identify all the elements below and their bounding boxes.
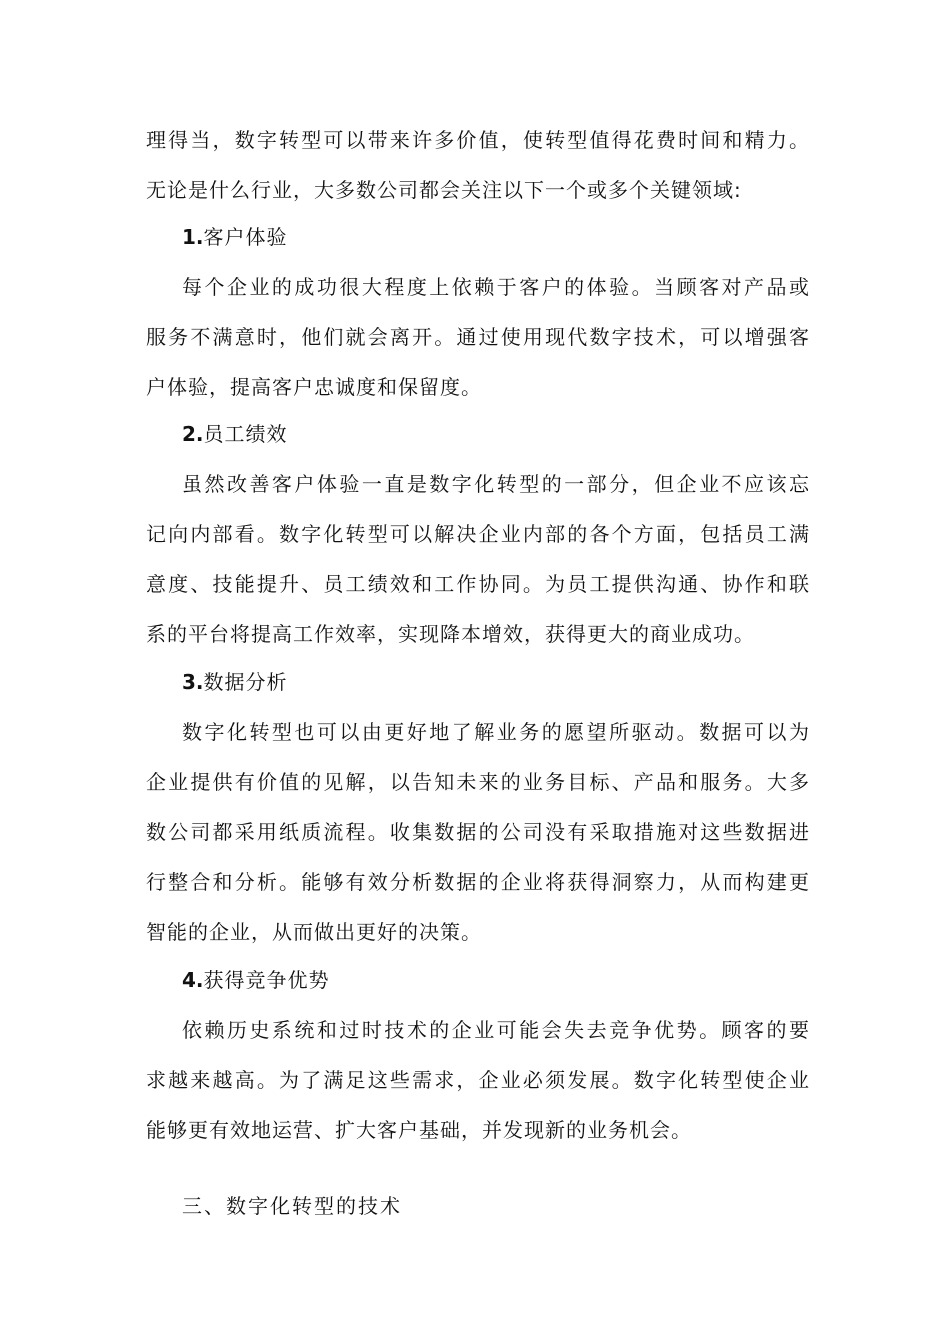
- section-heading-4: [182, 964, 330, 996]
- section-title: 获得竞争优势: [203, 968, 330, 992]
- section-number: 3.: [182, 670, 204, 694]
- intro-line-1: 理得当，数字转型可以带来许多价值，使转型值得花费时间和精力。: [146, 128, 810, 152]
- paragraph-line: 每个企业的成功很大程度上依赖于客户的体验。当顾客对产品或: [182, 275, 810, 299]
- paragraph-line: 能够更有效地运营、扩大客户基础，并发现新的业务机会。: [146, 1118, 692, 1142]
- section-number: 4.: [182, 968, 204, 992]
- paragraph-line: 求越来越高。为了满足这些需求，企业必须发展。数字化转型使企业: [146, 1068, 810, 1092]
- section-title: 客户体验: [203, 225, 288, 249]
- paragraph-line: 户体验，提高客户忠诚度和保留度。: [146, 375, 482, 399]
- paragraph-line: 依赖历史系统和过时技术的企业可能会失去竞争优势。顾客的要: [182, 1018, 810, 1042]
- section-heading-3: [182, 666, 288, 698]
- section-title: 员工绩效: [203, 422, 288, 446]
- paragraph-line: 企业提供有价值的见解，以告知未来的业务目标、产品和服务。大多: [146, 770, 810, 794]
- section-heading-1: [182, 221, 288, 253]
- paragraph-line: 数字化转型也可以由更好地了解业务的愿望所驱动。数据可以为: [182, 720, 810, 744]
- chapter-heading: 三、数字化转型的技术: [182, 1194, 402, 1218]
- section-title: 数据分析: [203, 670, 288, 694]
- paragraph-line: 智能的企业，从而做出更好的决策。: [146, 920, 482, 944]
- paragraph-line: 记向内部看。数字化转型可以解决企业内部的各个方面，包括员工满: [146, 522, 810, 546]
- paragraph-line: 虽然改善客户体验一直是数字化转型的一部分，但企业不应该忘: [182, 472, 810, 496]
- paragraph-line: 行整合和分析。能够有效分析数据的企业将获得洞察力，从而构建更: [146, 870, 810, 894]
- paragraph-line: 系的平台将提高工作效率，实现降本增效，获得更大的商业成功。: [146, 622, 755, 646]
- section-number: 1.: [182, 225, 204, 249]
- paragraph-line: 意度、技能提升、员工绩效和工作协同。为员工提供沟通、协作和联: [146, 572, 810, 596]
- paragraph-line: 服务不满意时，他们就会离开。通过使用现代数字技术，可以增强客: [146, 325, 810, 349]
- paragraph-line: 数公司都采用纸质流程。收集数据的公司没有采取措施对这些数据进: [146, 820, 810, 844]
- section-number: 2.: [182, 422, 204, 446]
- section-heading-2: [182, 418, 288, 450]
- intro-line-2: 无论是什么行业，大多数公司都会关注以下一个或多个关键领域:: [146, 178, 742, 202]
